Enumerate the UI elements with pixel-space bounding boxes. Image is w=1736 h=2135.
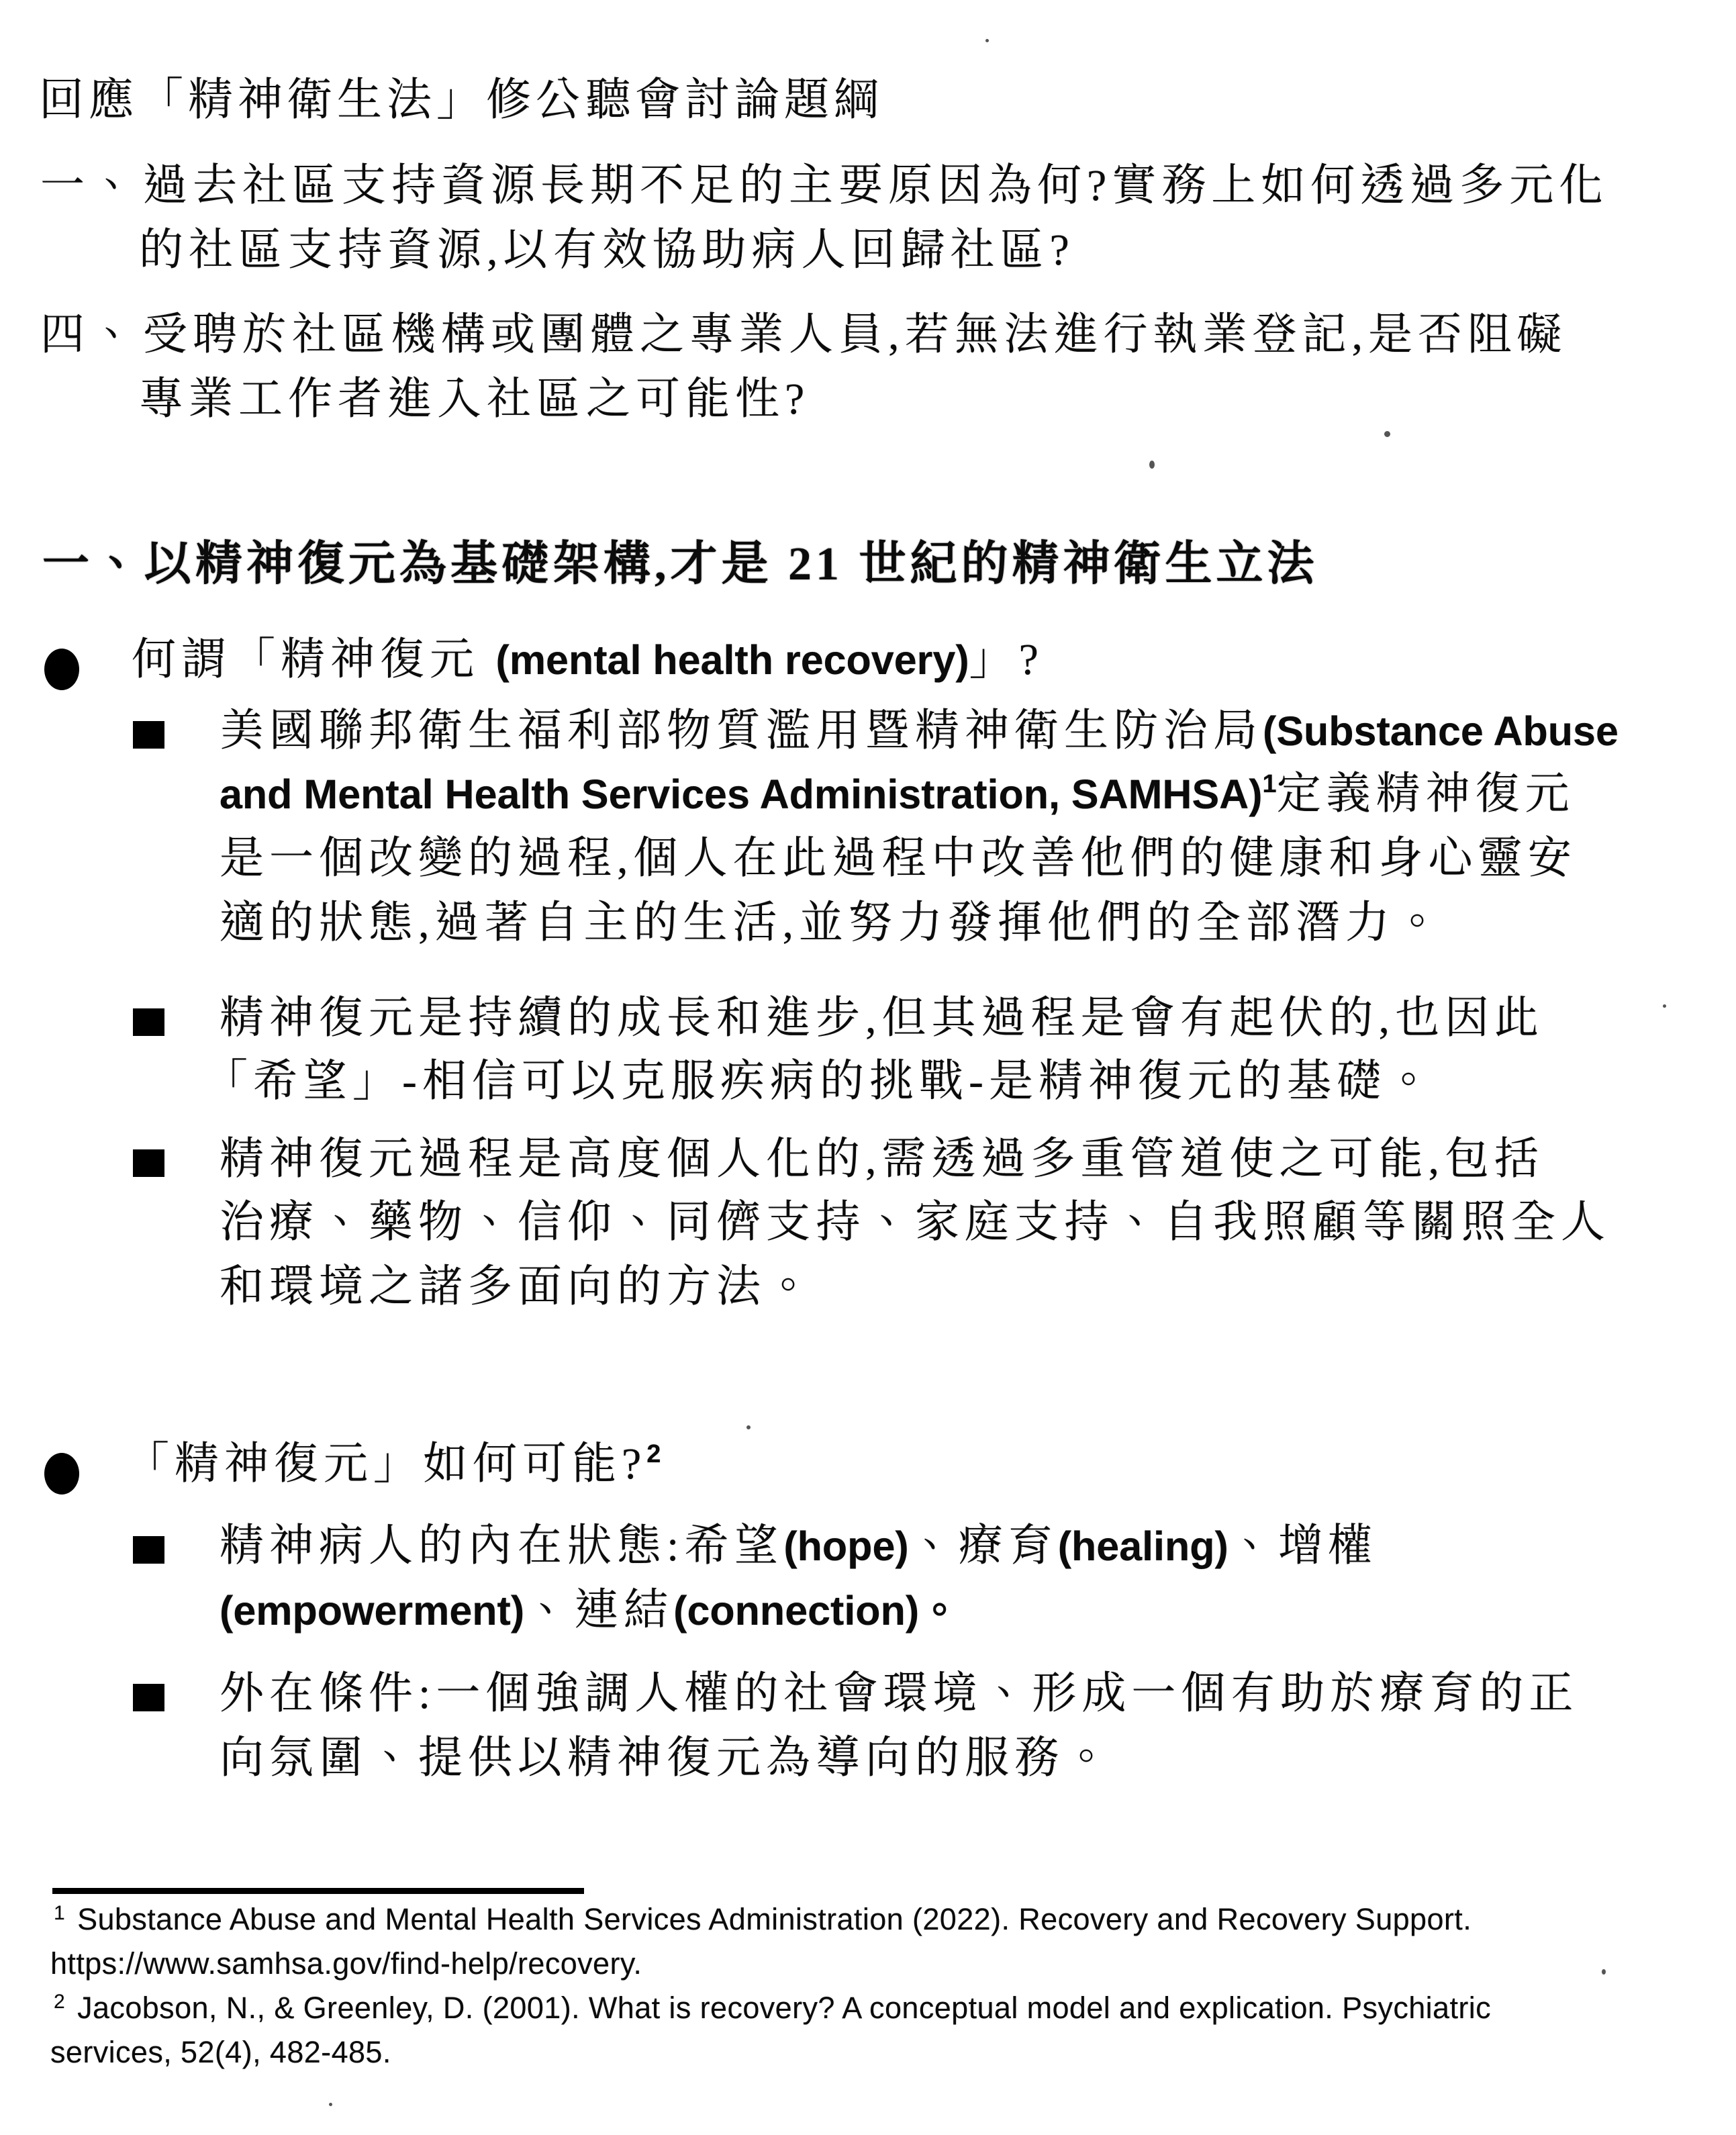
personalized-line-1: 精神復元過程是高度個人化的,需透過多重管道使之可能,包括: [220, 1135, 1544, 1184]
internal-state-line-2: [220, 1588, 960, 1633]
bullet-dot-icon: [44, 1453, 79, 1494]
personalized-line-3: 和環境之諸多面向的方法。: [220, 1262, 816, 1311]
footnote-1-line-2: https://www.samhsa.gov/find-help/recovery.: [50, 1946, 642, 1981]
samhsa-line-1-latin: (Substance Abuse: [1263, 708, 1619, 754]
footnote-ref-2: 2: [646, 1440, 661, 1468]
recovery-question-cjk-lead: 何謂「精神復元: [132, 635, 496, 684]
internal-line-2-cjk: 、連結: [524, 1586, 674, 1635]
question-1-line-1: 過去社區支持資源長期不足的主要原因為何?實務上如何透過多元化: [143, 161, 1609, 210]
bullet-square-icon: [133, 1684, 164, 1711]
question-4-line-1: 受聘於社區機構或團體之專業人員,若無法進行執業登記,是否阻礙: [143, 310, 1567, 359]
recovery-question-cjk-tail: 」?: [969, 635, 1044, 684]
samhsa-line-2-cjk: 定義精神復元: [1276, 769, 1575, 818]
question-1-number: 一、: [40, 161, 140, 210]
recovery-definition-question: [132, 635, 1044, 684]
samhsa-definition-line-1: [220, 706, 1619, 755]
scan-noise-dot: [1602, 1969, 1606, 1975]
question-4-line-2: 專業工作者進入社區之可能性?: [139, 375, 810, 424]
samhsa-definition-line-3: 是一個改變的過程,個人在此過程中改善他們的健康和身心靈安: [220, 834, 1578, 883]
footnote-1-text: Substance Abuse and Mental Health Services Administration (2022). Recovery and Recovery Support.: [77, 1902, 1472, 1936]
question-4-number: 四、: [40, 310, 140, 359]
scan-noise-dot: [985, 39, 989, 42]
growth-line-1: 精神復元是持續的成長和進步,但其過程是會有起伏的,也因此: [220, 994, 1544, 1043]
external-condition-line-1: 外在條件:一個強調人權的社會環境、形成一個有助於療育的正: [220, 1669, 1579, 1718]
samhsa-definition-line-2: [220, 769, 1575, 818]
samhsa-line-2-latin: and Mental Health Services Administration, SAMHSA): [220, 771, 1263, 817]
bullet-dot-icon: [44, 649, 79, 690]
document-title: 回應「精神衛生法」修公聽會討論題綱: [39, 75, 883, 125]
bullet-square-icon: [133, 1536, 164, 1564]
internal-line-2-latin-empowerment: (empowerment): [220, 1588, 525, 1633]
internal-line-1-cjk-c: 、增權: [1228, 1521, 1378, 1570]
footnote-2-line-2: services, 52(4), 482-485.: [50, 2035, 391, 2069]
recovery-how-question-text: 「精神復元」如何可能?: [125, 1439, 647, 1488]
footnote-ref-1: 1: [1262, 770, 1277, 798]
internal-line-1-cjk-a: 精神病人的內在狀態:希望: [220, 1521, 784, 1570]
footnote-2-line-1: [54, 1993, 1491, 2023]
section-heading-number: 一、: [42, 538, 144, 590]
samhsa-line-1-cjk: 美國聯邦衛生福利部物質濫用暨精神衛生防治局: [220, 706, 1263, 755]
recovery-how-question: [125, 1439, 661, 1488]
internal-state-line-1: [220, 1521, 1378, 1570]
external-condition-line-2: 向氛圍、提供以精神復元為導向的服務。: [220, 1734, 1114, 1783]
scan-noise-dot: [1663, 1004, 1666, 1008]
bullet-square-icon: [133, 1149, 164, 1177]
internal-line-1-latin-healing: (healing): [1057, 1523, 1228, 1569]
footnote-1-marker: 1: [54, 1902, 66, 1924]
scan-noise-dot: [1384, 431, 1390, 437]
internal-line-1-latin-hope: (hope): [783, 1523, 909, 1569]
section-heading: [42, 538, 1318, 590]
scan-noise-dot: [329, 2103, 332, 2106]
internal-line-2-latin-connection: (connection)。: [673, 1588, 961, 1633]
footnote-2-text: Jacobson, N., & Greenley, D. (2001). What is recovery? A conceptual model and explication. Psychiatric: [77, 1991, 1492, 2025]
question-1-line-2: 的社區支持資源,以有效協助病人回歸社區?: [139, 226, 1075, 275]
recovery-question-english-term: (mental health recovery): [495, 637, 969, 683]
footnote-1-line-1: [54, 1904, 1472, 1934]
samhsa-definition-line-4: 適的狀態,過著自主的生活,並努力發揮他們的全部潛力。: [220, 898, 1445, 947]
bullet-square-icon: [133, 721, 164, 749]
footnote-separator: [52, 1888, 584, 1894]
footnote-2-marker: 2: [54, 1991, 66, 2013]
scan-noise-dot: [746, 1425, 751, 1429]
personalized-line-2: 治療、藥物、信仰、同儕支持、家庭支持、自我照顧等關照全人: [220, 1198, 1610, 1247]
scan-noise-dot: [1149, 461, 1155, 469]
growth-line-2: 「希望」-相信可以克服疾病的挑戰-是精神復元的基礎。: [203, 1057, 1436, 1106]
section-heading-text: 以精神復元為基礎架構,才是 21 世紀的精神衛生立法: [144, 538, 1318, 590]
bullet-square-icon: [133, 1008, 164, 1036]
internal-line-1-cjk-b: 、療育: [908, 1521, 1058, 1570]
